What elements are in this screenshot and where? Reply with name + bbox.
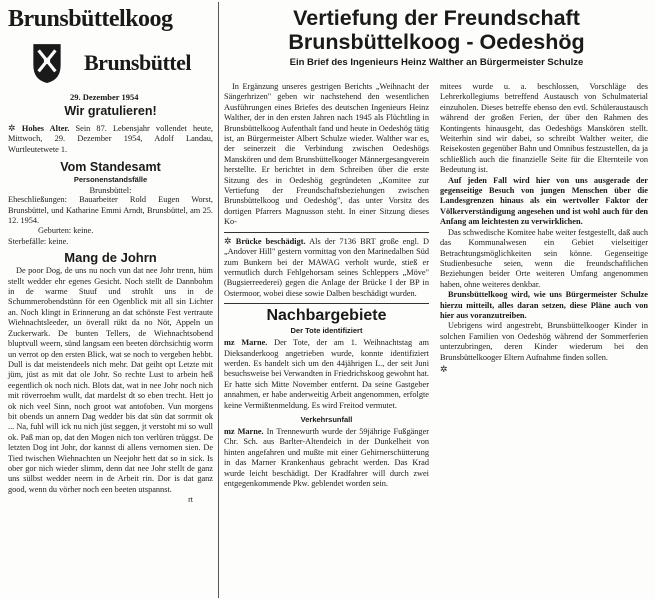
- heading-standesamt: Vom Standesamt: [60, 160, 161, 175]
- deaths-text: Sterbefälle: keine.: [8, 236, 69, 246]
- heading-gratulieren: Wir gratulieren!: [64, 104, 157, 118]
- article-text-2: mitees wurde u. a. beschlossen, Vorschläge des Lehrerkollegiums betreffend Austausch von Schulmaterial einzuholen. Dieses betreffe ebenso den evtl. Schüleraustausch während der großen Ferien, der über den Rahmen des Kontingents hinausgeht, das Oedeshögs Manskören stellt. Weiterhin sind wir dabei, so schreibt Walther weiter, die Reisekosten gegenüber Bahn und Omnibus festzustellen, da ja schließlich auch die finanzielle Seite für die Elternteile von Bedeutung ist.: [440, 82, 648, 175]
- column-1: [8, 104, 213, 504]
- bridge-notice: ✲ Brücke beschädigt. Als der 7136 BRT große engl. D „Andover Hill" gestern vormittag von den Marinedalben Süd zum Bunkern bei der MAWAG verholt wurde, stieß er vermutlich durch Fehlgehorsam seines Schleppers „Möve" (Bugsierreederei) gegen die Anlage der Brücke I der BP in Ostermoor, wobei diese sowie Dalben beschädigt wurden.: [224, 235, 430, 298]
- article-text-5: Brunsbüttelkoog wird, wie uns Bürgermeister Schulze hierzu mitteilt, alles daran setzen, diese Pläne auch von hier aus voranzutreiben.: [440, 290, 648, 320]
- heading-nachbargebiete: Nachbargebiete: [266, 307, 387, 325]
- article-text-6: Uebrigens wird angestrebt, Brunsbüttelkooger Kinder in solchen Familien von Oedeshög während der Sommerferien unterzubringen, deren Kinder wiederum bei den Brunsbüttelkooger Eltern Aufnahme finden sollen.: [440, 321, 648, 362]
- star-icon: ✲: [8, 123, 22, 133]
- main-headline: [224, 6, 649, 69]
- heading-tote: Der Tote identifiziert: [290, 326, 363, 336]
- masthead-title-1: Brunsbüttelkoog: [8, 6, 173, 32]
- headline-line-2: Brunsbüttelkoog - Oedeshög: [288, 30, 585, 54]
- column-divider: [218, 2, 219, 598]
- article-unfall: mz Marne. In Trennewurth wurde der 59jährige Fußgänger Chr. Sch. aus Barlter-Altendeich in der Dunkelheit von hinten angefahren und mußte mit einer Gehirnerschütterung in das Marner Krankenhaus gebracht werden. Das Krad wurde leicht beschädigt. Der Kradfahrer will durch zwei entgegenkommende Pkw. geblendet worden sein.: [224, 426, 430, 488]
- article-tote: mz Marne. Der Tote, der am 1. Weihnachtstag am Dieksanderkoog angetrieben wurde, konnte identifiziert werden. Es handelt sich um den 44jährigen L., der seit Juni besuchsweise bei Verwandten in Friedrichskoog gewohnt hat. Er hatte sich Mitte November entfernt. Da seine Gastgeber annahmen, er habe anderweitig Arbeit angenommen, erfolgte keine Vermißtenmeldung. Es wird Freitod vermutet.: [224, 338, 430, 410]
- divider: [224, 232, 429, 233]
- place-label: Brunsbüttel:: [89, 185, 132, 196]
- star-icon: ✲: [224, 235, 236, 246]
- subheading-personenstand: Personenstandsfälle: [73, 175, 148, 185]
- heading-verkehrsunfall: Verkehrsunfall: [300, 414, 353, 424]
- births-text: Geburten: keine.: [38, 226, 94, 236]
- marriages-text: Eheschließungen: Bauarbeiter Rold Eugen Worst, Brunsbüttel, und Katharine Emmi Arndt, Brunsbüttel, am 25. 12. 1954.: [8, 195, 213, 226]
- heading-mang-de-johrn: Mang de Johrn: [64, 250, 157, 266]
- headline-line-1: Vertiefung der Freundschaft: [293, 6, 580, 30]
- divider: [224, 303, 429, 304]
- article-text-4: Das schwedische Komitee habe weiter festgestellt, daß auch das Kommunalwesen ein Gebiet vielseitiger Betrachtungsmöglichkeiten sein könne. Gegenseitige Studienbesuche seien, wenn die freundschaftlichen Beziehungen beider Orte weiteren Umfang angenommen haben, ohne weiteres denkbar.: [440, 227, 648, 289]
- story-text: De poor Dog, de uns nu noch vun dat nee Johr trenn, hüm stellt wedder ehr egenes Gesicht. Noch stellt de Dannbohm in de warme Stuuf und strohlt uns in de Schummerobendstünn för een Ogenblick mit all sin Lichter an. Noch klingt in Erinnerung an dat schönste Fest vertraute Wiehnachtsleeder, un överall rükt da no Nöt, Appeln un Zuckerwark. De bunten Tellers, de Wiehnachtsobend bluptvull weern, sünd langsam een beeten dörchsichtig worrn un verrot op den ersten Blick, wat se noch to vergeben hebbt. Dull is dat meistendeels nich mehr. Dat geiht opt Letzte mit jüm, jüst as mit dat ole Johr. So rechte Lust to arbein heß eegentlich ok noch nich. Blots dat, wat in nee Johr noch nich mit röverroehm wullt, dat mardelst dt so eben trecht. Hett jo ok nich veel Sinn, noch groot wat antofoben. Vun morgens bit obends un annern Dag wedder bis dat sün dat sorrmit ok ... Na, fuhl will ick nu nich jüst seggen, jt verstoht mi so wull ok. Paß man op, dat den Mogen nich ton verlüren trüggst. De letzten Dog int Johr, dor kannst di allens vernomen sien. De Tied twischen Wiehnachten un Neejohr hett dat so in sick. Is ober gor nich wieder slimm, denn dat nee Johr stellt de ganz uns sülbst wedder neern in de Arbeit rin. Dor is dat ganz good, wenn du vörher noch een beeten utspannst.: [8, 266, 213, 494]
- star-icon: ✲: [440, 363, 448, 374]
- masthead-title-2: Brunsbüttel: [84, 50, 191, 75]
- story-signature: rt: [188, 495, 193, 505]
- article-text-1: In Ergänzung unseres gestrigen Berichts „Weihnacht der Sängerhrizen" geben wir nachstehend den wesentlichen Ausführungen eines Briefes des deutschen Ingenieurs Heinz Walther, der in den ersten Jahren nach 1945 als Flüchtling in Brunsbüttelkoog Aufenthalt fand und heute in Oedeshög tätig ist, an Bürgermeister Albert Schulze wieder. Walther war es, der seinerzeit die Verbindung zwischen Oedeshögs Manskören und dem Brunsbüttelkooger Männergesangverein herstellte. Er berichtet in dem Schreiben über die erste Sitzung des in Oedeshög gegründeten „Komitee zur Vertiefung der Freundschaftsbeziehungen zwischen Brunsbüttelkoog und Oedeshög", das unter Vorsitz des dortigen Pfarrers Magnusson steht. In einer Sitzung dieses Ko-: [224, 82, 429, 227]
- article-text-3: Auf jeden Fall wird hier von uns ausgerade der gegenseitige Besuch von jungen Menschen über die Landesgrenzen hinaus als ein wertvoller Faktor der Völkerverständigung angesehen und ist wohl auch für den Anfang am leichtesten zu verwirklichen.: [440, 175, 648, 227]
- column-2: [224, 82, 429, 489]
- birthday-notice: ✲ Hohes Alter. Sein 87. Lebensjahr vollendet heute, Mittwoch, 29. Dezember 1954, Adolf Landau, Wurtleutetwete 1.: [8, 123, 213, 154]
- masthead: [8, 2, 213, 88]
- headline-subtitle: Ein Brief des Ingenieurs Heinz Walther an Bürgermeister Schulze: [289, 57, 584, 68]
- issue-date: 29. Dezember 1954: [70, 92, 139, 102]
- column-3: [440, 82, 648, 375]
- coat-of-arms-icon: [30, 42, 64, 84]
